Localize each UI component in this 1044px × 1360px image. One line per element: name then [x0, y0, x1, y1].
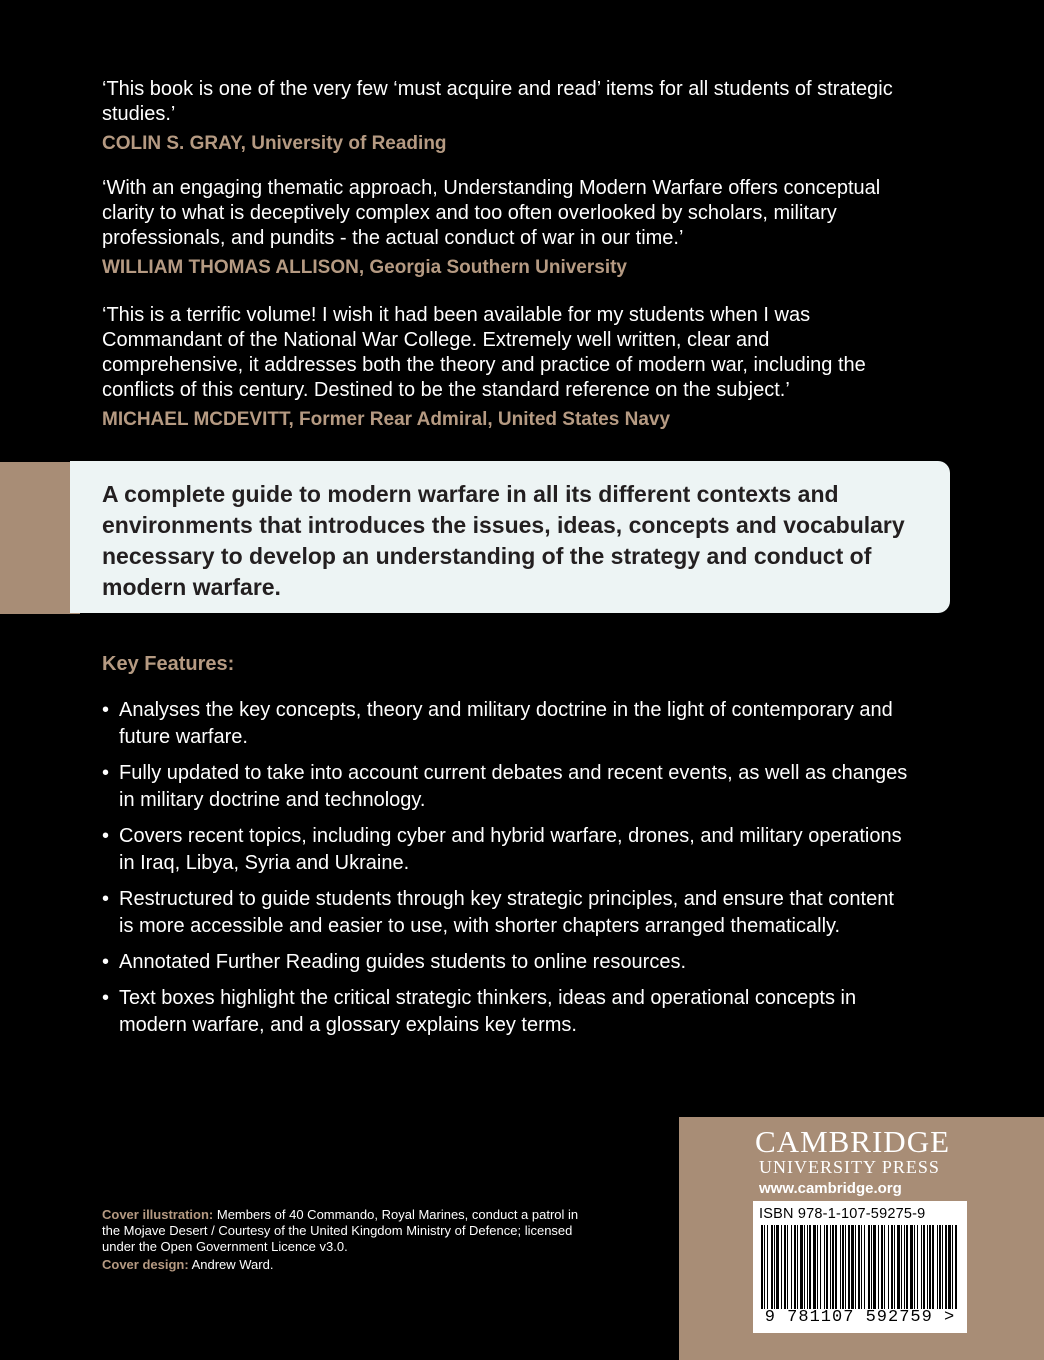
barcode-bar	[830, 1225, 831, 1309]
barcode-bar	[923, 1225, 925, 1309]
feature-item: • Fully updated to take into account current debates and recent events, as well as changes in military doctrine and technology.	[102, 760, 912, 814]
cover-credits	[102, 1207, 582, 1275]
key-features-heading: Key Features:	[102, 653, 235, 675]
barcode-bar	[791, 1225, 792, 1309]
isbn-barcode-box	[753, 1201, 967, 1333]
barcode-bar	[776, 1225, 779, 1309]
review-quote-1	[102, 77, 902, 155]
barcode-bar	[764, 1225, 765, 1309]
barcode-bar	[906, 1225, 908, 1309]
quote-attribution: COLIN S. GRAY, University of Reading	[102, 133, 447, 154]
barcode-icon	[761, 1225, 959, 1309]
summary-accent-band	[0, 462, 80, 614]
barcode-bar	[774, 1225, 775, 1309]
barcode-bar	[858, 1225, 860, 1309]
publisher-url[interactable]: www.cambridge.org	[759, 1180, 902, 1197]
barcode-bar	[945, 1225, 947, 1309]
barcode-bar	[948, 1225, 951, 1309]
barcode-bar	[897, 1225, 900, 1309]
barcode-bar	[842, 1225, 844, 1309]
publisher-block	[679, 1117, 1044, 1360]
barcode-bar	[894, 1225, 895, 1309]
barcode-bar	[848, 1225, 850, 1309]
barcode-bar	[904, 1225, 905, 1309]
design-text: Andrew Ward.	[188, 1257, 274, 1272]
barcode-bar	[781, 1225, 782, 1309]
summary-text: A complete guide to modern warfare in all its different contexts and environments that introduces the issues, ideas, concepts and vocabulary necessary to develop an understanding of the strategy and conduct of modern warfare.	[102, 481, 905, 600]
barcode-bar	[784, 1225, 786, 1309]
barcode-bar	[873, 1225, 876, 1309]
barcode-bar	[761, 1225, 763, 1309]
barcode-bar	[878, 1225, 879, 1309]
barcode-bar	[855, 1225, 856, 1309]
barcode-bar	[794, 1225, 796, 1309]
barcode-bar	[820, 1225, 821, 1309]
barcode-bar	[937, 1225, 938, 1309]
barcode-bar	[824, 1225, 825, 1309]
barcode-bar	[917, 1225, 918, 1309]
barcode-bar	[835, 1225, 837, 1309]
barcode-bar	[881, 1225, 883, 1309]
barcode-bar	[952, 1225, 953, 1309]
quote-text: ‘This book is one of the very few ‘must acquire and read’ items for all students of strategic studies.’	[102, 78, 893, 125]
illustration-text: Members of 40 Commando, Royal Marines, conduct a patrol in the Mojave Desert / Courtesy of the United Kingdom Ministry of Defence; licensed under the Open Government Licence v3.0.	[102, 1207, 579, 1254]
barcode-bar	[861, 1225, 862, 1309]
barcode-bar	[871, 1225, 872, 1309]
barcode-bar	[809, 1225, 811, 1309]
barcode-bar	[817, 1225, 818, 1309]
barcode-bar	[807, 1225, 808, 1309]
barcode-bar	[840, 1225, 841, 1309]
barcode-bar	[804, 1225, 805, 1309]
barcode-bar	[929, 1225, 931, 1309]
barcode-bar	[927, 1225, 928, 1309]
design-label: Cover design:	[102, 1257, 189, 1272]
feature-item: • Covers recent topics, including cyber and hybrid warfare, drones, and military operations in Iraq, Libya, Syria and Ukraine.	[102, 823, 912, 877]
quote-attribution: MICHAEL MCDEVITT, Former Rear Admiral, United States Navy	[102, 409, 671, 430]
feature-item: • Text boxes highlight the critical strategic thinkers, ideas and operational concepts in modern warfare, and a glossary explains key terms.	[102, 985, 912, 1039]
barcode-bar	[864, 1225, 865, 1309]
isbn-label: ISBN 978-1-107-59275-9	[759, 1206, 926, 1222]
publisher-logo-name: CAMBRIDGE	[755, 1124, 951, 1159]
barcode-bar	[901, 1225, 902, 1309]
publisher-logo-sub: UNIVERSITY PRESS	[759, 1157, 940, 1177]
quote-text: ‘This is a terrific volume! I wish it had been available for my students when I was Commandant of the National War College. Extremely well written, clear and comprehensive, it addresses both the theory and practice of modern war, including the conflicts of this century. Destined to be the standard reference on the subject.’	[102, 304, 866, 401]
quote-attribution: WILLIAM THOMAS ALLISON, Georgia Southern University	[102, 257, 627, 278]
barcode-bar	[868, 1225, 870, 1309]
illustration-credit	[102, 1207, 582, 1255]
barcode-bar	[813, 1225, 816, 1309]
barcode-bar	[932, 1225, 934, 1309]
barcode-bar	[891, 1225, 893, 1309]
review-quote-2	[102, 176, 902, 279]
feature-item: • Analyses the key concepts, theory and military doctrine in the light of contemporary and future warfare.	[102, 697, 912, 751]
barcode-bar	[826, 1225, 828, 1309]
barcode-bar	[910, 1225, 913, 1309]
barcode-bar	[921, 1225, 922, 1309]
barcode-bar	[787, 1225, 788, 1309]
feature-item: • Annotated Further Reading guides students to online resources.	[102, 949, 912, 976]
review-quote-3	[102, 303, 902, 431]
barcode-bar	[942, 1225, 943, 1309]
barcode-digits: 9 781107 592759 >	[764, 1308, 956, 1327]
summary-box	[70, 461, 950, 613]
illustration-label: Cover illustration:	[102, 1207, 214, 1222]
barcode-bar	[851, 1225, 854, 1309]
barcode-bar	[939, 1225, 941, 1309]
barcode-bar	[767, 1225, 768, 1309]
barcode-bar	[832, 1225, 834, 1309]
key-features-list	[102, 697, 912, 1048]
feature-item: • Restructured to guide students through key strategic principles, and ensure that content is more accessible and easier to use, with shorter chapters arranged thematically.	[102, 886, 912, 940]
barcode-bar	[955, 1225, 957, 1309]
barcode-bar	[771, 1225, 773, 1309]
barcode-bar	[797, 1225, 798, 1309]
barcode-bar	[800, 1225, 803, 1309]
barcode-bar	[845, 1225, 846, 1309]
barcode-bar	[888, 1225, 889, 1309]
barcode-bar	[914, 1225, 915, 1309]
quote-text: ‘With an engaging thematic approach, Understanding Modern Warfare offers conceptual clarity to what is deceptively complex and too often overlooked by scholars, military professionals, and pundits - the actual conduct of war in our time.’	[102, 177, 881, 249]
design-credit	[102, 1257, 582, 1273]
barcode-bar	[884, 1225, 885, 1309]
